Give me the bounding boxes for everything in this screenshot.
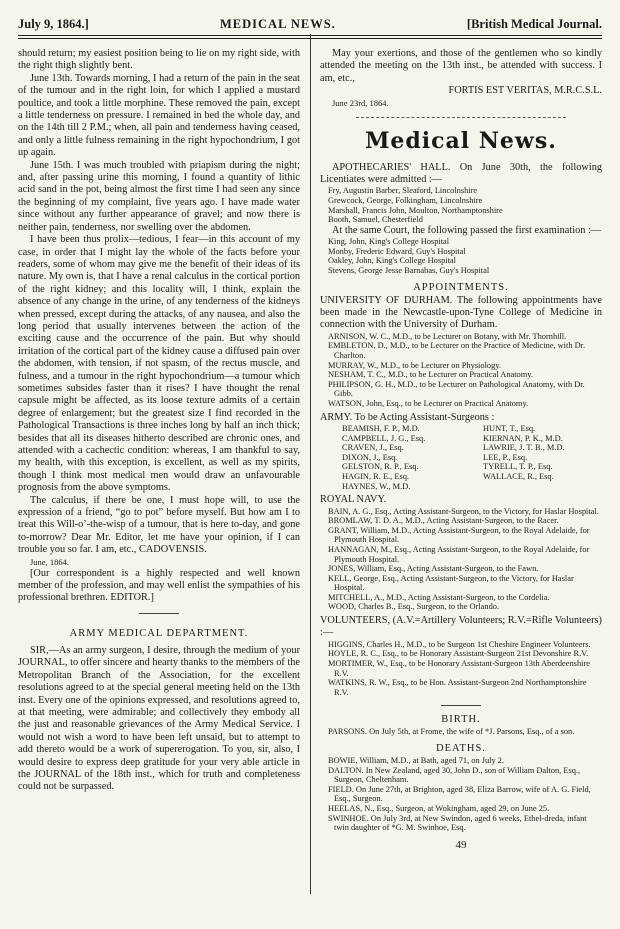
list-item: PHILIPSON, G. H., M.D., to be Lecturer on Pathological Anatomy, with Dr. Gibb.: [328, 379, 585, 399]
list-item: MORTIMER, W., Esq., to be Honorary Assistant-Surgeon 13th Aberdeenshire R.V.: [328, 659, 590, 678]
section-heading: DEATHS.: [436, 743, 486, 755]
list-item: HAGIN, R. E., Esq.: [342, 471, 409, 481]
paragraph: SIR,—As an army surgeon, I desire, through the medium of your JOURNAL, to offer sincere and hearty thanks to the members of the Metropolitan Branch of the Association, for the excellent resolutions agreed to at the special general meeting held on the 13th inst. Every one of the opinions expressed, and resolutions agreed to, at that meeting, were admirable; and collectively they embody all the just and reasonable grievances of the Army Medical Service. I would not wish a word to have been left unsaid, but to attempt to add thereto would be a work of supererogation. To you, sir, also, I would desire to express deep gratitude for your very able article in the JOURNAL of the 18th inst., which for truth and completeness could not be surpassed.: [18, 644, 300, 793]
list-item: CAMPBELL, J. G., Esq.: [342, 433, 426, 443]
letter-date: June 23rd, 1864.: [332, 97, 389, 108]
page-number: 49: [455, 838, 467, 851]
list-item: Marshall, Francis John, Moulton, Northamptonshire: [328, 205, 503, 215]
list-item: Stevens, George Jesse Barnabas, Guy's Hospital: [328, 266, 490, 275]
list-item: EMBLETON, D., M.D., to be Lecturer on the Practice of Medicine, with Dr. Charlton.: [328, 341, 586, 360]
list-item: SWINHOE. On July 3rd, at New Swindon, aged 6 weeks, Ethel-dreda, infant twin daughter of *G. M. Swinhoe, Esq.: [328, 813, 587, 833]
paragraph: should return; my easiest position being to lie on my right side, with the right thigh slightly bent.: [18, 48, 300, 72]
left-column: [18, 48, 300, 794]
navy-list: [320, 507, 602, 613]
list-item: NESHAM, T. C., M.D., to be Lecturer on Practical Anatomy.: [328, 370, 533, 380]
army-list-right: [461, 424, 602, 491]
list-item: TYRELL, T. P., Esq.: [483, 462, 553, 472]
army-list-left: [320, 424, 461, 491]
apothecaries-list: [320, 186, 602, 224]
list-item: WATKINS, R. W., Esq., to be Hon. Assistant-Surgeon 2nd Northamptonshire R.V.: [328, 678, 587, 697]
list-item: Oakley, John, King's College Hospital: [328, 256, 456, 266]
paragraph: ROYAL NAVY.: [320, 494, 387, 506]
right-column: [320, 48, 602, 851]
section-heading: APPOINTMENTS.: [413, 281, 509, 293]
separator: [356, 117, 566, 118]
list-item: MURRAY, W., M.D., to be Lecturer on Physiology.: [328, 360, 502, 370]
list-item: LEE, P., Esq.: [483, 452, 528, 462]
list-item: BAIN, A. G., Esq., Acting Assistant-Surgeon, to the Victory, for Haslar Hospital.: [328, 506, 599, 516]
list-item: HAYNES, W., M.D.: [342, 481, 411, 491]
paragraph: I have been thus prolix—tedious, I fear—in this account of my case, in order that I might lay the whole of the facts before your readers, some of whom may give me the benefit of their ideas of its nature. My own is, that I have a renal calculus in the cortical portion of the right kidney; and this locality will, I think, explain the absence of any change in the urine, of any tenderness of the kidneys when pressed, except during the attacks, of any nausea, and also the long period that usually intervenes between the action of the exciting cause and the occurrence of the pain. But why should irritation of the cortical part of the kidney cause a diffused pain over the abdomen, with tension, if not spasm, of the rectus muscle, and fulness, and a tumour in the right hypochondrium—a tumour which sometimes subsides faster than it rises? I have thought the renal capsule might be affected, as its loose texture admits of a certain degree of enlargement; but the greatest size I find recorded in the Pathological Transactions is three inches long by half an inch thick; besides that all its diseases hitherto described are chronic ones, and attended with a cachectic condition: whereas, I am thankful to say, my health, with this exception, is excellent, as well as my spirits, though I think most medical men would draw an unfavourable prognosis from the above symptoms.: [18, 234, 300, 494]
editor-note: [Our correspondent is a highly respected and well known member of the profession, and may well enlist the sympathies of his professional brethren. EDITOR.]: [18, 567, 300, 604]
paragraph: VOLUNTEERS, (A.V.=Artillery Volunteers; R.V.=Rifle Volunteers) :—: [320, 615, 602, 639]
section-heading: ARMY MEDICAL DEPARTMENT.: [69, 627, 249, 639]
list-item: HUNT, T., Esq.: [483, 423, 536, 433]
list-item: HEELAS, N., Esq., Surgeon, at Wokingham, aged 29, on June 25.: [328, 804, 550, 813]
list-item: WOOD, Charles B., Esq., Surgeon, to the Orlando.: [328, 602, 500, 612]
section-heading: BIRTH.: [441, 714, 481, 726]
separator: [139, 613, 179, 614]
army-list: [320, 424, 602, 491]
list-item: GRANT, William, M.D., Acting Assistant-Surgeon, to the Royal Adelaide, for Plymouth Hospital.: [328, 525, 590, 545]
birth-list: [320, 727, 602, 737]
list-item: King, John, King's College Hospital: [328, 237, 450, 247]
paragraph: UNIVERSITY OF DURHAM. The following appointments have been made in the Newcastle-upon-Tyne College of Medicine in connection with the University of Durham.: [320, 294, 602, 331]
letter-date: June, 1864.: [30, 556, 69, 567]
durham-list: [320, 332, 602, 409]
list-item: HANNAGAN, M., Esq., Acting Assistant-Surgeon, to the Royal Adelaide, for Plymouth Hospital.: [328, 544, 590, 564]
list-item: KELL, George, Esq., Acting Assistant-Surgeon, to the Victory, for Haslar Hospital.: [328, 573, 574, 593]
list-item: Booth, Samuel, Chesterfield: [328, 215, 423, 225]
signature: FORTIS EST VERITAS, M.R.C.S.L.: [448, 85, 602, 97]
list-item: DALTON. In New Zealand, aged 30, John D., son of William Dalton, Esq., Surgeon, Cheltenham.: [328, 765, 581, 785]
list-item: GELSTON, R. P., Esq.: [342, 462, 419, 472]
list-item: HOYLE, R. C., Esq., to be Honorary Assistant-Surgeon 21st Devonshire R.V.: [328, 649, 589, 659]
header-section: MEDICAL NEWS.: [219, 17, 336, 31]
volunteers-list: [320, 640, 602, 698]
deaths-list: [320, 756, 602, 833]
list-item: WATSON, John, Esq., to be Lecturer on Practical Anatomy.: [328, 398, 529, 408]
paragraph: At the same Court, the following passed the first examination :—: [332, 224, 602, 236]
list-item: KIERNAN, P. K., M.D.: [483, 433, 563, 443]
list-item: HIGGINS, Charles H., M.D., to be Surgeon 1st Cheshire Engineer Volunteers.: [328, 639, 591, 649]
examination-list: [320, 237, 602, 275]
list-item: JONES, William, Esq., Acting Assistant-Surgeon, to the Fawn.: [328, 564, 539, 574]
list-item: Grewcock, George, Folkingham, Lincolnshire: [328, 196, 483, 206]
list-item: BROMLAW, T. D. A., M.D., Acting Assistant-Surgeon, to the Racer.: [328, 516, 559, 526]
list-item: Monby, Frederic Edward, Guy's Hospital: [328, 246, 466, 256]
list-item: MITCHELL, A., M.D., Acting Assistant-Surgeon, to the Cordelia.: [328, 592, 550, 602]
list-item: WALLACE, R., Esq.: [483, 471, 554, 481]
list-item: ARNISON, W. C., M.D., to be Lecturer on Botany, with Mr. Thornhill.: [328, 331, 567, 341]
paragraph: May your exertions, and those of the gentlemen who so kindly attended the meeting on the 13th inst., be attended with success. I am, etc.,: [320, 48, 602, 84]
paragraph: ARMY. To be Acting Assistant-Surgeons :: [320, 411, 495, 423]
columns: [18, 48, 602, 908]
header-date: July 9, 1864.]: [18, 17, 89, 31]
masthead: Medical News.: [365, 127, 557, 154]
separator: [441, 705, 481, 706]
columns-wrap: [18, 14, 602, 919]
paragraph: The calculus, if there be one, I must hope will, to use the expression of a friend, “go to pot” before myself. But how am I to treat this Will-o’-the-wisp of a tumour, that is here to-day, and gone to-morrow? Dear Mr. Editor, let me have your opinion, if I can trouble you so far. I am, etc., CADOVENSIS.: [18, 494, 300, 556]
paragraph: June 15th. I was much troubled with priapism during the night; and, after passing urine this morning, I found a quantity of lithic acid sand in the pot, being almost the first time I had seen any since the beginning of my complaint, five years ago. I have made water since without any further appearance of gravel; and now there is neither pain, tenderness, nor swelling over the abdomen.: [18, 159, 300, 233]
paragraph: June 13th. Towards morning, I had a return of the pain in the seat of the tumour and in the right loin, for which I applied a mustard poultice, and took a little morphine. These removed the pain, except a little tenderness on pressure. I remained in bed the whole day, and on the 14th till 2 P.M.; when, all pain and tenderness having ceased, and only a little fulness remaining in the right hypochondrium, I got up again.: [18, 72, 300, 159]
list-item: PARSONS. On July 5th, at Frome, the wife of *J. Parsons, Esq., of a son.: [328, 727, 575, 737]
header-journal: [British Medical Journal.: [466, 17, 602, 31]
list-item: FIELD. On June 27th, at Brighton, aged 38, Eliza Barrow, wife of A. G. Field, Esq., Surgeon.: [328, 784, 591, 804]
paragraph: APOTHECARIES' HALL. On June 30th, the following Licentiates were admitted :—: [320, 161, 602, 186]
list-item: Fry, Augustin Barber, Sleaford, Lincolnshire: [328, 186, 478, 196]
list-item: CRAVEN, J., Esq.: [342, 443, 404, 453]
list-item: DIXON, J., Esq.: [342, 452, 398, 462]
list-item: LAWRIE, J. T. B., M.D.: [483, 443, 565, 453]
list-item: BOWIE, William, M.D., at Bath, aged 71, on July 2.: [328, 756, 505, 766]
list-item: BEAMISH, F. P., M.D.: [342, 423, 420, 433]
